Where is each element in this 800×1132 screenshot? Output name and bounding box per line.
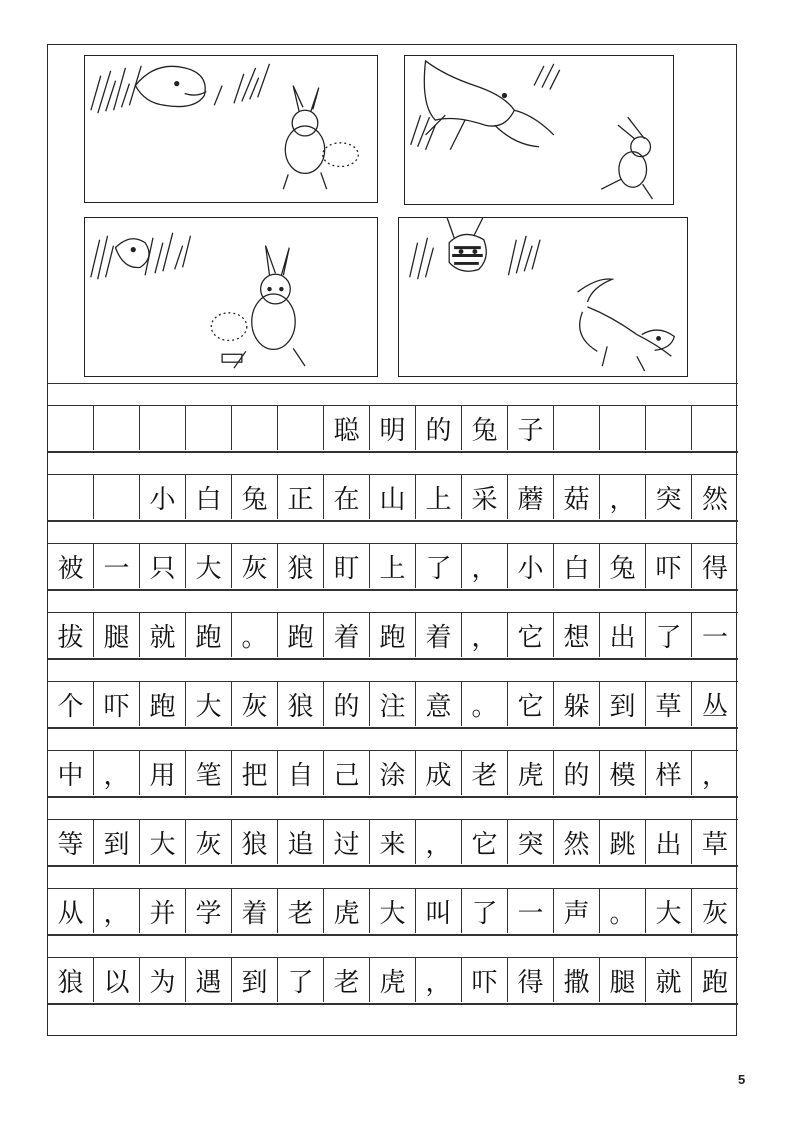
- comic-panel-4: [398, 217, 688, 377]
- grid-cell: 成: [416, 751, 462, 795]
- grid-cell: 从: [48, 889, 94, 933]
- grid-cell: 涂: [370, 751, 416, 795]
- grid-cell: 了: [462, 889, 508, 933]
- grid-cell: 然: [554, 820, 600, 864]
- wolf-chasing-rabbit-illustration: [405, 56, 673, 204]
- grid-cell: 灰: [701, 898, 728, 929]
- grid-cell: 老: [324, 958, 370, 1002]
- grid-cell: 灰: [232, 682, 278, 726]
- grid-cell: 老: [462, 751, 508, 795]
- grid-cell: 正: [278, 475, 324, 519]
- grid-cell: 它: [508, 613, 554, 657]
- grid-cell: ，: [462, 544, 508, 588]
- grid-cell: 撒: [554, 958, 600, 1002]
- grid-cell: 出: [646, 820, 692, 864]
- grid-cell: 来: [370, 820, 416, 864]
- grid-cell: 草: [646, 682, 692, 726]
- grid-spacer: [48, 452, 738, 474]
- grid-cell: 自: [278, 751, 324, 795]
- grid-cell: 想: [554, 613, 600, 657]
- grid-cell: ，: [416, 958, 462, 1002]
- grid-cell: 灰: [232, 544, 278, 588]
- grid-cell: 丛: [701, 691, 728, 722]
- grid-cell: 草: [701, 829, 728, 860]
- grid-cell: 着: [416, 613, 462, 657]
- grid-spacer: [48, 866, 738, 888]
- grid-cell: 白: [554, 544, 600, 588]
- grid-cell: 跳: [600, 820, 646, 864]
- grid-cell: 吓: [646, 544, 692, 588]
- grid-cell: 山: [370, 475, 416, 519]
- grid-cell: 到: [94, 820, 140, 864]
- grid-cell: 小: [508, 544, 554, 588]
- grid-cell: [692, 406, 738, 450]
- grid-cell: 跑: [186, 613, 232, 657]
- grid-spacer: [48, 728, 738, 750]
- grid-cell: 用: [140, 751, 186, 795]
- text-row-1: [48, 474, 738, 521]
- text-row-5: [48, 750, 738, 797]
- grid-cell: 兔: [462, 406, 508, 450]
- grid-cell: 叫: [416, 889, 462, 933]
- grid-cell: 样: [646, 751, 692, 795]
- grid-cell: 着: [232, 889, 278, 933]
- grid-cell: 的: [554, 751, 600, 795]
- grid-cell: 拔: [48, 613, 94, 657]
- grid-cell: 虎: [370, 958, 416, 1002]
- grid-cell: 狼: [232, 820, 278, 864]
- text-row-4: [48, 681, 738, 728]
- grid-cell: ，: [600, 475, 646, 519]
- text-row-2: [48, 543, 738, 590]
- grid-cell: 等: [48, 820, 94, 864]
- grid-cell: 它: [462, 820, 508, 864]
- grid-cell: 小: [140, 475, 186, 519]
- grid-cell: [140, 406, 186, 450]
- title-row: [48, 405, 738, 452]
- grid-cell: 虎: [508, 751, 554, 795]
- grid-cell: 突: [646, 475, 692, 519]
- text-row-8: [48, 957, 738, 1004]
- grid-spacer: [48, 521, 738, 543]
- grid-spacer: [48, 659, 738, 681]
- grid-cell: ，: [416, 820, 462, 864]
- grid-cell: 聪: [324, 406, 370, 450]
- page-number: 5: [738, 1072, 746, 1087]
- grid-cell: 声: [554, 889, 600, 933]
- grid-cell: 上: [416, 475, 462, 519]
- rabbit-painting-stripes-illustration: [85, 218, 377, 376]
- grid-spacer: [48, 1004, 738, 1026]
- grid-cell: 狼: [48, 958, 94, 1002]
- grid-cell: 兔: [232, 475, 278, 519]
- text-row-7: [48, 888, 738, 935]
- grid-cell: 一: [94, 544, 140, 588]
- comic-panel-2: [404, 55, 674, 205]
- text-row-6: [48, 819, 738, 866]
- grid-cell: 了: [278, 958, 324, 1002]
- grid-cell: 吓: [94, 682, 140, 726]
- comic-strip: [48, 45, 738, 383]
- grid-cell: 大: [370, 889, 416, 933]
- grid-cell: 追: [278, 820, 324, 864]
- grid-spacer: [48, 797, 738, 819]
- grid-cell: [94, 475, 140, 519]
- grid-cell: 以: [94, 958, 140, 1002]
- comic-panel-1: [84, 55, 378, 203]
- grid-cell: 只: [140, 544, 186, 588]
- grid-spacer: [48, 590, 738, 612]
- grid-spacer: [48, 383, 738, 405]
- grid-cell: 采: [462, 475, 508, 519]
- grid-cell: [48, 406, 94, 450]
- grid-cell: 把: [232, 751, 278, 795]
- grid-cell: ，: [462, 613, 508, 657]
- grid-cell: 兔: [600, 544, 646, 588]
- grid-cell: ，: [701, 760, 728, 791]
- grid-cell: 老: [278, 889, 324, 933]
- grid-cell: 大: [140, 820, 186, 864]
- grid-cell: 在: [324, 475, 370, 519]
- grid-cell: 出: [600, 613, 646, 657]
- grid-cell: 并: [140, 889, 186, 933]
- grid-cell: 大: [186, 544, 232, 588]
- grid-cell: 子: [508, 406, 554, 450]
- grid-cell: 学: [186, 889, 232, 933]
- grid-cell: 中: [48, 751, 94, 795]
- grid-cell: [232, 406, 278, 450]
- grid-cell: 一: [701, 622, 728, 653]
- grid-cell: [278, 406, 324, 450]
- grid-cell: 然: [701, 484, 728, 515]
- grid-cell: 菇: [554, 475, 600, 519]
- grid-cell: 跑: [140, 682, 186, 726]
- grid-cell: ，: [94, 889, 140, 933]
- grid-cell: 己: [324, 751, 370, 795]
- grid-cell: 蘑: [508, 475, 554, 519]
- grid-cell: 遇: [186, 958, 232, 1002]
- grid-cell: 个: [48, 682, 94, 726]
- grid-cell: 狼: [278, 544, 324, 588]
- grid-cell: 的: [416, 406, 462, 450]
- grid-cell: 着: [324, 613, 370, 657]
- grid-cell: 它: [508, 682, 554, 726]
- grid-cell: 笔: [186, 751, 232, 795]
- grid-cell: 明: [370, 406, 416, 450]
- worksheet: [47, 44, 737, 1036]
- grid-cell: 了: [646, 613, 692, 657]
- grid-cell: 到: [600, 682, 646, 726]
- writing-grid: [48, 383, 738, 1037]
- grid-cell: 吓: [462, 958, 508, 1002]
- grid-cell: 注: [370, 682, 416, 726]
- grid-cell: 虎: [324, 889, 370, 933]
- grid-cell: 意: [416, 682, 462, 726]
- grid-cell: [186, 406, 232, 450]
- grid-cell: 腿: [600, 958, 646, 1002]
- grid-cell: 到: [232, 958, 278, 1002]
- grid-cell: [554, 406, 600, 450]
- grid-cell: 大: [186, 682, 232, 726]
- grid-cell: 就: [646, 958, 692, 1002]
- grid-cell: 模: [600, 751, 646, 795]
- text-row-3: [48, 612, 738, 659]
- grid-cell: 跑: [370, 613, 416, 657]
- grid-cell: [48, 475, 94, 519]
- grid-cell: ，: [94, 751, 140, 795]
- grid-cell: 了: [416, 544, 462, 588]
- grid-cell: 灰: [186, 820, 232, 864]
- grid-cell: 为: [140, 958, 186, 1002]
- grid-cell: 。: [232, 613, 278, 657]
- grid-cell: 过: [324, 820, 370, 864]
- grid-cell: 一: [508, 889, 554, 933]
- grid-cell: 。: [462, 682, 508, 726]
- grid-cell: 上: [370, 544, 416, 588]
- grid-cell: 躲: [554, 682, 600, 726]
- grid-cell: 大: [646, 889, 692, 933]
- grid-cell: 白: [186, 475, 232, 519]
- grid-cell: 盯: [324, 544, 370, 588]
- grid-cell: 突: [508, 820, 554, 864]
- grid-cell: 就: [140, 613, 186, 657]
- grid-cell: 狼: [278, 682, 324, 726]
- grid-cell: 跑: [278, 613, 324, 657]
- grid-cell: 。: [600, 889, 646, 933]
- grid-cell: 被: [48, 544, 94, 588]
- grid-cell: [94, 406, 140, 450]
- comic-panel-3: [84, 217, 378, 377]
- grid-cell: [600, 406, 646, 450]
- grid-cell: 腿: [94, 613, 140, 657]
- striped-rabbit-scaring-wolf-illustration: [399, 218, 687, 376]
- grid-spacer: [48, 935, 738, 957]
- grid-cell: 得: [508, 958, 554, 1002]
- grid-cell: 的: [324, 682, 370, 726]
- grid-cell: 得: [701, 553, 728, 584]
- grid-cell: 跑: [701, 967, 728, 998]
- wolf-in-grass-and-rabbit-illustration: [85, 56, 377, 202]
- grid-cell: [646, 406, 692, 450]
